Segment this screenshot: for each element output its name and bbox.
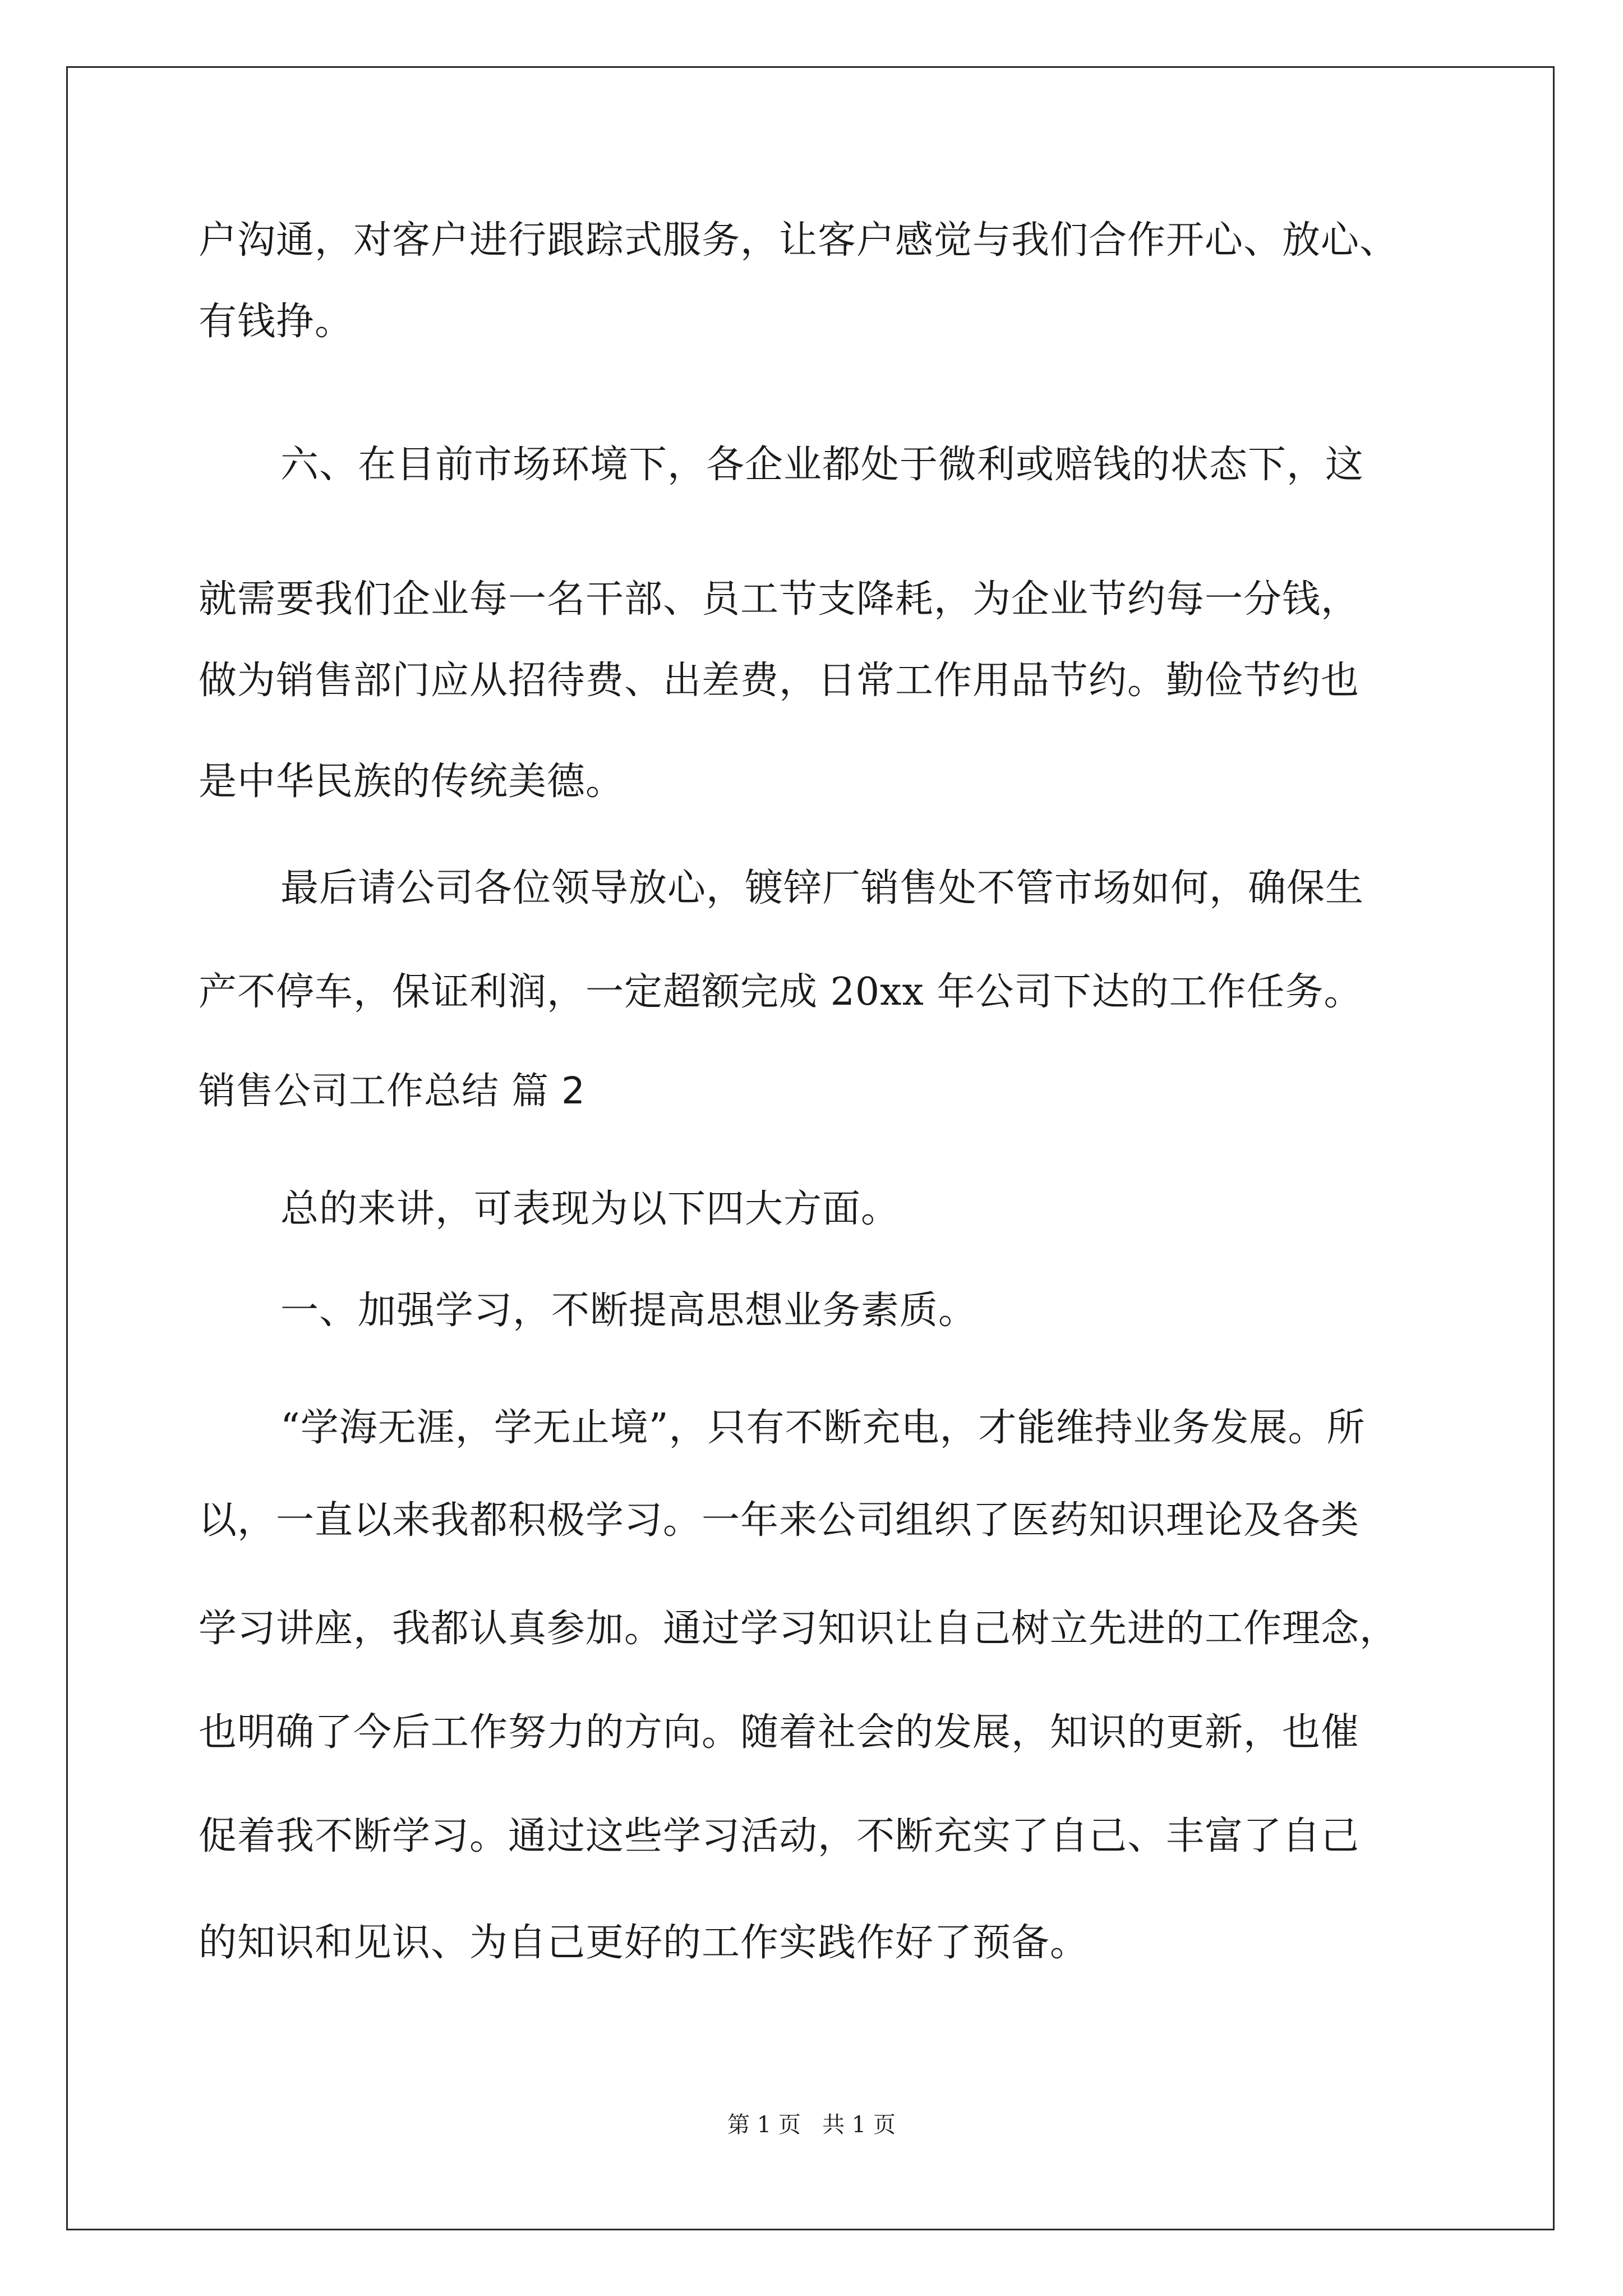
body-line: 做为销售部门应从招待费、出差费，日常工作用品节约。勤俭节约也 — [199, 659, 1360, 703]
body-line: “学海无涯，学无止境”，只有不断充电，才能维持业务发展。所 — [280, 1406, 1366, 1450]
body-line: 也明确了今后工作努力的方向。随着社会的发展，知识的更新，也催 — [199, 1710, 1360, 1755]
page-number-footer: 第 1 页 共 1 页 — [727, 2112, 896, 2138]
body-line: 最后请公司各位领导放心，镀锌厂销售处不管市场如何，确保生 — [280, 866, 1364, 910]
body-line: 是中华民族的传统美德。 — [199, 760, 625, 804]
section-heading: 销售公司工作总结 篇 2 — [199, 1069, 585, 1112]
body-line: 产不停车，保证利润，一定超额完成 20xx 年公司下达的工作任务。 — [199, 970, 1363, 1014]
body-line: 六、在目前市场环境下，各企业都处于微利或赔钱的状态下，这 — [280, 443, 1364, 487]
body-line: 学习讲座，我都认真参加。通过学习知识让自己树立先进的工作理念， — [199, 1607, 1399, 1651]
body-line: 户沟通，对客户进行跟踪式服务，让客户感觉与我们合作开心、放心、 — [199, 218, 1399, 263]
body-line: 促着我不断学习。通过这些学习活动，不断充实了自己、丰富了自己 — [199, 1814, 1360, 1858]
page-border — [66, 66, 1555, 2230]
body-line: 就需要我们企业每一名干部、员工节支降耗，为企业节约每一分钱， — [199, 577, 1360, 622]
body-line: 有钱挣。 — [199, 300, 354, 344]
body-line: 的知识和见识、为自己更好的工作实践作好了预备。 — [199, 1921, 1089, 1965]
body-line: 一、加强学习，不断提高思想业务素质。 — [280, 1289, 978, 1333]
body-line: 总的来讲，可表现为以下四大方面。 — [280, 1187, 900, 1231]
body-line: 以，一直以来我都积极学习。一年来公司组织了医药知识理论及各类 — [199, 1498, 1360, 1543]
